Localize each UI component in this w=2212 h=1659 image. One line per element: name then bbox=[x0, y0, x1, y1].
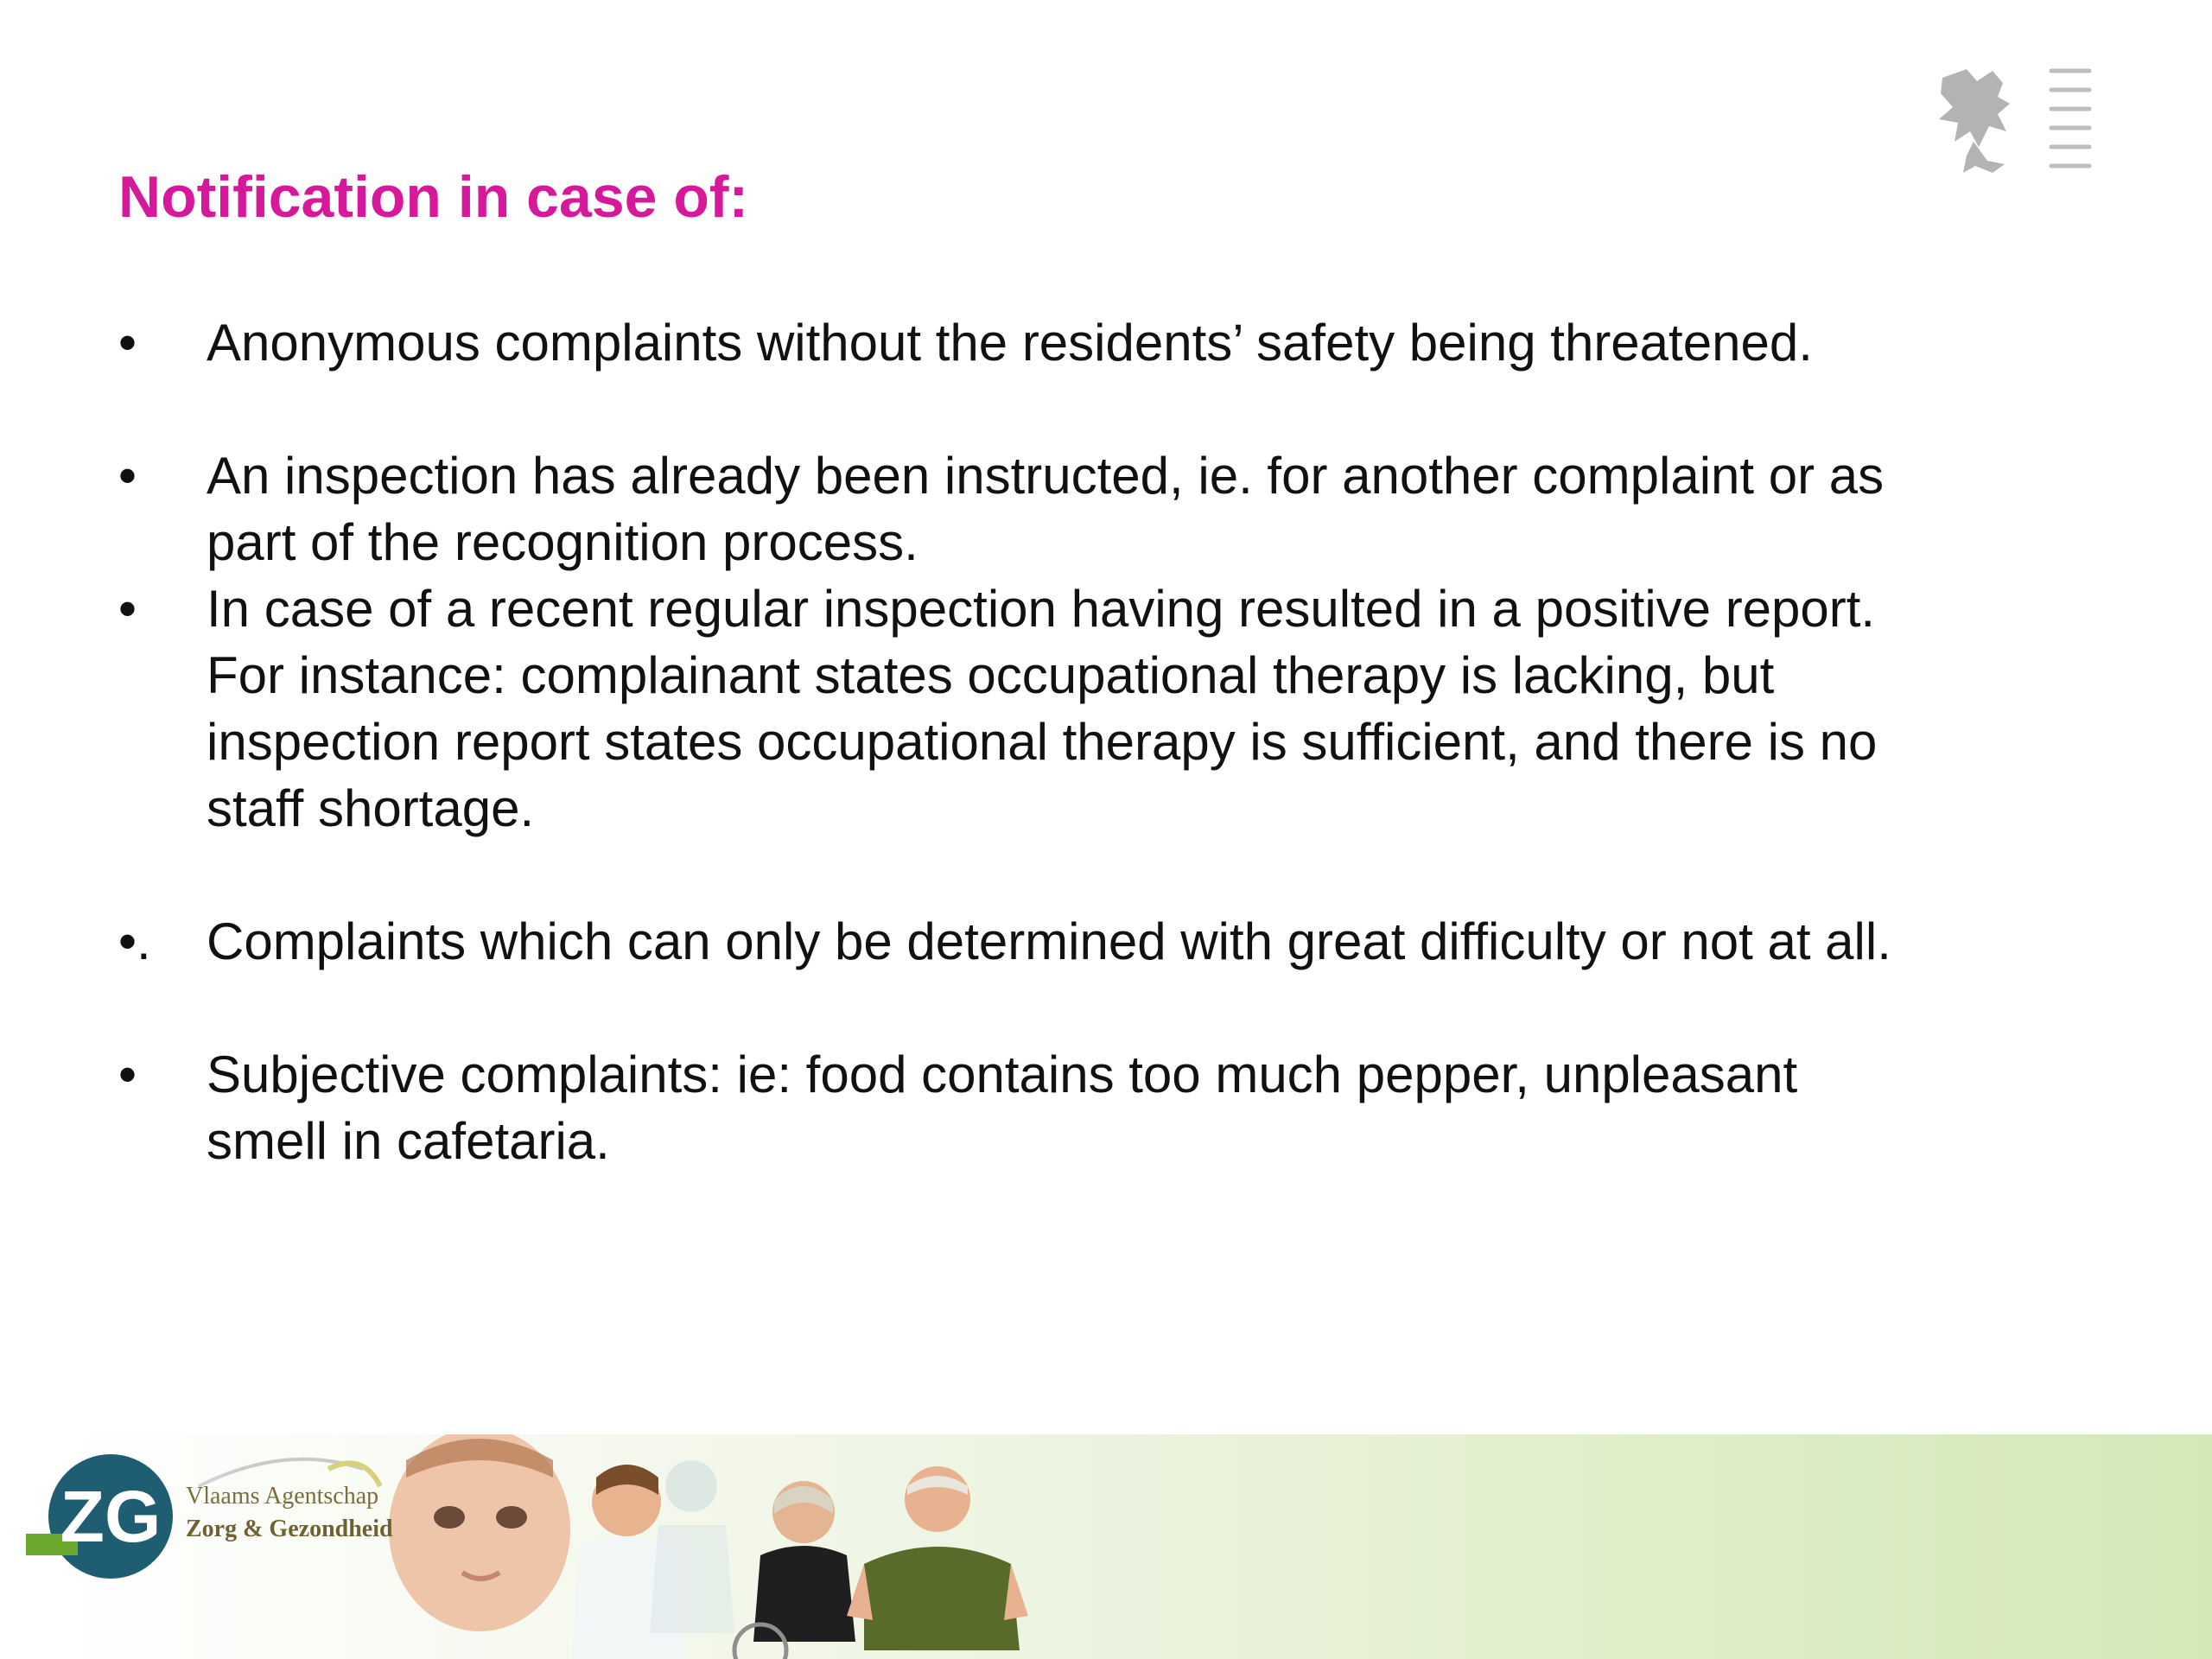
footer-banner bbox=[0, 1434, 1071, 1659]
elderly-man-photo-icon bbox=[847, 1466, 1028, 1650]
bullet-item bbox=[118, 442, 1916, 575]
bullet-text: An inspection has already been instructed, ie. for another complaint or as part of the recognition process. bbox=[207, 447, 1885, 571]
bullet-item bbox=[118, 1041, 1916, 1174]
bullet-list bbox=[118, 309, 1916, 1174]
bullet-item bbox=[118, 309, 1916, 376]
bullet-marker: • bbox=[118, 1046, 137, 1103]
bullet-text: Complaints which can only be determined with great difficulty or not at all. bbox=[207, 912, 1891, 970]
bullet-item bbox=[118, 908, 1916, 975]
logo-letters: ZG bbox=[60, 1476, 162, 1557]
slide-title: Notification in case of: bbox=[118, 164, 749, 230]
logo-line1: Vlaams Agentschap bbox=[186, 1483, 379, 1510]
bullet-text: Subjective complaints: ie: food contains too much pepper, unpleasant smell in cafetaria. bbox=[207, 1046, 1798, 1170]
flemish-lion-emblem-icon bbox=[1925, 52, 2098, 190]
logo-line2: Zorg & Gezondheid bbox=[186, 1516, 393, 1542]
baby-photo-icon bbox=[389, 1434, 570, 1631]
elderly-woman-photo-icon bbox=[734, 1481, 855, 1659]
bullet-text: Anonymous complaints without the residents’ safety being threatened. bbox=[207, 314, 1813, 372]
bullet-marker: •. bbox=[118, 912, 151, 970]
bullet-marker: • bbox=[118, 580, 137, 638]
bullet-item bbox=[118, 575, 1916, 842]
bullet-text: In case of a recent regular inspection having resulted in a positive report. For instance: complainant states occupational therapy is lacking, but inspection report states occupational therapy is sufficient, and there is no staff shortage. bbox=[207, 580, 1878, 837]
bullet-marker: • bbox=[118, 447, 137, 505]
bullet-marker: • bbox=[118, 314, 137, 372]
